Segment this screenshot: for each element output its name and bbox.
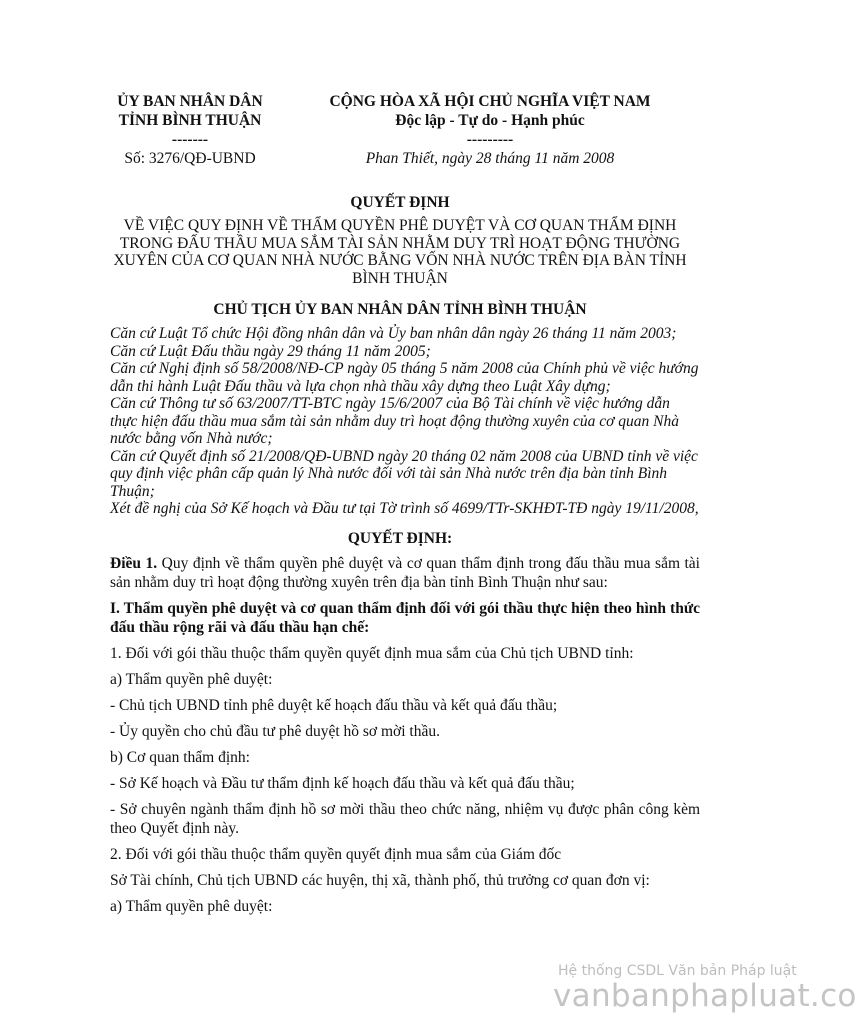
section-1-heading: I. Thẩm quyền phê duyệt và cơ quan thẩm định đối với gói thầu thực hiện theo hình thức đấu thầu rộng rãi và đấu thầu hạn chế: <box>110 600 700 636</box>
decision-body <box>110 554 700 923</box>
subject-line: XUYÊN CỦA CƠ QUAN NHÀ NƯỚC BẰNG VỐN NHÀ NƯỚC TRÊN ĐỊA BÀN TỈNH <box>113 252 687 269</box>
issuing-agency-block <box>95 92 285 168</box>
clause-item: - Ủy quyền cho chủ đầu tư phê duyệt hồ sơ mời thầu. <box>110 723 440 740</box>
watermark-caption: Hệ thống CSDL Văn bản Pháp luật <box>558 963 797 979</box>
subject-line: BÌNH THUẬN <box>352 269 448 287</box>
document-subject <box>110 217 690 287</box>
legal-basis-item: Căn cứ Luật Đấu thầu ngày 29 tháng 11 năm 2005; <box>110 342 431 360</box>
clause-item: 1. Đối với gói thầu thuộc thẩm quyền quyết định mua sắm của Chủ tịch UBND tỉnh: <box>110 645 634 662</box>
subject-line: VỀ VIỆC QUY ĐỊNH VỀ THẨM QUYỀN PHÊ DUYỆT VÀ CƠ QUAN THẨM ĐỊNH <box>123 217 677 234</box>
national-motto-block <box>300 92 680 168</box>
subject-line: TRONG ĐẤU THẦU MUA SẮM TÀI SẢN NHẰM DUY TRÌ HOẠT ĐỘNG THƯỜNG <box>119 234 681 252</box>
article-1-text: Quy định về thẩm quyền phê duyệt và cơ quan thẩm định trong đấu thầu mua sắm tài sản nhằm duy trì hoạt động thường xuyên trên địa bàn tỉnh Bình Thuận như sau: <box>110 555 700 591</box>
place-and-date: Phan Thiết, ngày 28 tháng 11 năm 2008 <box>365 150 615 167</box>
clause-item: - Sở Kế hoạch và Đầu tư thẩm định kế hoạch đấu thầu và kết quả đấu thầu; <box>110 775 575 792</box>
article-1-label: Điều 1. <box>110 555 158 572</box>
issuer-title: CHỦ TỊCH ỦY BAN NHÂN DÂN TỈNH BÌNH THUẬN <box>213 301 587 318</box>
clause-item: - Chủ tịch UBND tỉnh phê duyệt kế hoạch đấu thầu và kết quả đấu thầu; <box>110 697 558 714</box>
agency-name-line2: TỈNH BÌNH THUẬN <box>118 112 262 129</box>
legal-basis-item: Căn cứ Nghị định số 58/2008/NĐ-CP ngày 05 tháng 5 năm 2008 của Chính phủ về việc hướng dẫn thi hành Luật Đấu thầu và lựa chọn nhà thầu xây dựng theo Luật Xây dựng; <box>110 360 699 395</box>
clause-item: - Sở chuyên ngành thẩm định hồ sơ mời thầu theo chức năng, nhiệm vụ được phân công kèm theo Quyết định này. <box>110 801 700 837</box>
agency-name-line1: ỦY BAN NHÂN DÂN <box>117 93 263 110</box>
clause-item: 2. Đối với gói thầu thuộc thẩm quyền quyết định mua sắm của Giám đốc <box>110 846 562 863</box>
legal-basis-item: Căn cứ Luật Tổ chức Hội đồng nhân dân và Ủy ban nhân dân ngày 26 tháng 11 năm 2003; <box>110 325 677 342</box>
article-1 <box>110 554 700 592</box>
motto-separator: --------- <box>466 131 514 148</box>
national-motto: Độc lập - Tự do - Hạnh phúc <box>395 112 585 129</box>
clause-item: Sở Tài chính, Chủ tịch UBND các huyện, thị xã, thành phố, thủ trưởng cơ quan đơn vị: <box>110 872 650 889</box>
clause-item: b) Cơ quan thẩm định: <box>110 749 250 766</box>
legal-basis-item: Căn cứ Quyết định số 21/2008/QĐ-UBND ngày 20 tháng 02 năm 2008 của UBND tỉnh về việc quy định việc phân cấp quản lý Nhà nước đối với tài sản Nhà nước trên địa bàn tỉnh Bình Thuận; <box>110 447 698 500</box>
document-number: Số: 3276/QĐ-UBND <box>124 150 256 167</box>
document-title: QUYẾT ĐỊNH <box>350 194 450 211</box>
legal-basis-item: Căn cứ Thông tư số 63/2007/TT-BTC ngày 15/6/2007 của Bộ Tài chính về việc hướng dẫn thực hiện đấu thầu mua sắm tài sản nhằm duy trì hoạt động thường xuyên của cơ quan Nhà nước bằng vốn Nhà nước; <box>110 395 680 447</box>
agency-separator: ------- <box>171 131 209 148</box>
decision-heading: QUYẾT ĐỊNH: <box>347 530 453 547</box>
legal-basis-item: Xét đề nghị của Sở Kế hoạch và Đầu tư tại Tờ trình số 4699/TTr-SKHĐT-TĐ ngày 19/11/2008, <box>110 500 699 517</box>
watermark-site: vanbanphapluat.co <box>553 978 857 1014</box>
clause-item: a) Thẩm quyền phê duyệt: <box>110 898 273 915</box>
legal-basis <box>110 325 700 518</box>
nation-name: CỘNG HÒA XÃ HỘI CHỦ NGHĨA VIỆT NAM <box>329 93 651 110</box>
clause-item: a) Thẩm quyền phê duyệt: <box>110 671 273 688</box>
